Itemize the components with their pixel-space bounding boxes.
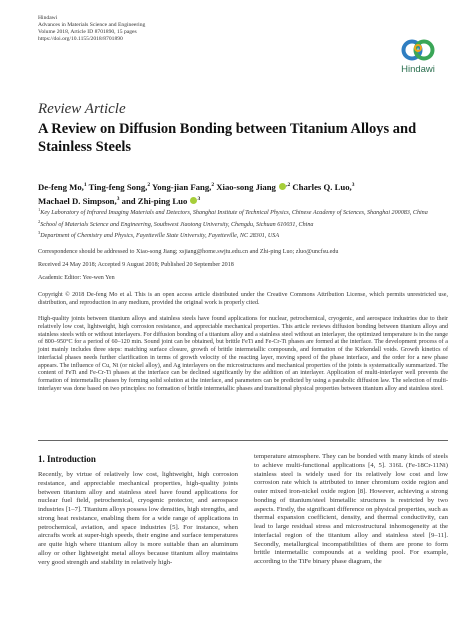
article-title: A Review on Diffusion Bonding between Titanium Alloys and Stainless Steels bbox=[38, 121, 417, 155]
affiliation: $^3$Department of Chemistry and Physics, Fayetteville State University, Fayetteville, NC 28301, USA bbox=[38, 230, 280, 240]
author[interactable]: Yong-jian Fang,$^2$ bbox=[151, 181, 215, 192]
logo-text: Hindawi bbox=[401, 64, 435, 75]
hindawi-logo bbox=[394, 37, 442, 75]
author[interactable]: Ting-feng Song,$^2$ bbox=[88, 181, 151, 192]
hindawi-rings-icon bbox=[401, 37, 435, 63]
abstract: High-quality joints between titanium alloys and stainless steels have found applications for nuclear, petrochemical, cryogenic, and aerospace industries due to their relatively low cost, lightweight, high corrosion resistance, and appreciable mechanical properties. This article reviews diffusion bonding between titanium alloys and stainless steels with or without interlayers. For diffusion bonding of a titanium alloy and a stainless steel without an interlayer, the optimized temperature is in the range of 800–950°C for a period of 60–120 min. Sound joint can be obtained, but brittle FeTi and Fe-Cr-Ti phases are formed at the interface. The development process of a joint mainly includes three steps: matching surface closure, growth of brittle intermetallic compounds, and formation of the Kirkendall voids. Growth kinetics of interfacial phases needs further clarification in terms of growth velocity of the reacting layer, moving speed of the phase interface, and the order for a new phase appears. The influence of Cu, Ni (or nickel alloy), and Ag interlayers on the microstructures and mechanical properties of the joints is systematically summarized. The content of FeTi and Fe-Cr-Ti phases at the interface can be declined significantly by the addition of an interlayer. Application of multi-interlayer well prevents the formation of intermetallic phases by forming solid solution at the interface, and parameters can be predicted by using a parabolic diffusion law. The selection of multi-interlayer was done based on two principles: no formation of brittle intermetallic phases and transitional physical properties between titanium alloy and stainless steel. bbox=[38, 316, 448, 392]
volume-line: Volume 2018, Article ID 8701890, 15 pages bbox=[38, 29, 137, 35]
academic-editor: Academic Editor: Yee-wen Yen bbox=[38, 275, 115, 281]
publication-dates: Received 24 May 2018; Accepted 9 August 2018; Published 20 September 2018 bbox=[38, 262, 234, 268]
journal-name: Advances in Materials Science and Engineering bbox=[38, 22, 146, 28]
author[interactable]: Xiao-song Jiang $^{,2}$ bbox=[216, 181, 291, 192]
affiliations bbox=[38, 206, 438, 241]
author-list bbox=[38, 179, 458, 207]
author[interactable]: and Zhi-ping Luo $^3$ bbox=[121, 195, 201, 206]
body-column-right: temperature atmosphere. They can be bonded with many kinds of steels to achieve multi-functional applications [4, 5]. 316L (Fe-18Cr-11Ni) stainless steel is widely used for its relatively low cost and low corrosion rate which is attributed to inner chromium oxide region and outer mixed iron-nickel oxide region [8]. However, achieving a strong bonding of titanium/steel bimetallic structures is restricted by two aspects. Firstly, the significant difference on physical properties, such as thermal expansion coefficient, density, and thermal conductivity, can lead to large residual stress and microstructural inhomogeneity at the interfacial region of the titanium alloy and stainless steel [9–11]. Secondly, metallurgical incompatibilities of them are prone to form brittle intermetallic compounds at a welding pool. For example, according to the TiFe binary phase diagram, the bbox=[254, 453, 448, 565]
body-column-left: Recently, by virtue of relatively low cost, lightweight, high corrosion resistance, and appreciable mechanical properties, high-quality joints between titanium alloy and stainless steel have found applications for nuclear fuel field, petrochemical, cryogenic protector, and aerospace industries [1–7]. Titanium alloys possess low densities, high strengths, and strong heat resistance, enabling them for a wide range of applications in petrochemical, aviation, and space industries [5]. For instance, when aircrafts work at super-high speeds, their engine and surface temperatures are quite high where titanium alloy is more suitable than an aluminum alloy or other lightweight metal alloys because titanium alloy maintains very good strength and stability in relatively high- bbox=[38, 471, 238, 566]
article-type: Review Article bbox=[38, 101, 126, 117]
copyright-notice: Copyright © 2018 De-feng Mo et al. This is an open access article distributed under the Creative Commons Attribution License, which permits unrestricted use, distribution, and reproduction in any medium, provided the original work is properly cited. bbox=[38, 292, 448, 306]
divider bbox=[38, 440, 448, 441]
section-heading: 1. Introduction bbox=[38, 454, 96, 464]
doi-link[interactable]: https://doi.org/10.1155/2018/8701890 bbox=[38, 36, 123, 42]
author[interactable]: Machael D. Simpson,$^3$ bbox=[38, 195, 120, 206]
author[interactable]: Charles Q. Luo,$^3$ bbox=[292, 181, 355, 192]
affiliation: $^1$Key Laboratory of Infrared Imaging Materials and Detectors, Shanghai Institute of Technical Physics, Chinese Academy of Sciences, Shanghai 200083, China bbox=[38, 207, 428, 217]
orcid-icon[interactable] bbox=[279, 183, 286, 190]
correspondence: Correspondence should be addressed to Xiao-song Jiang; xsjiang@home.swjtu.edu.cn and Zhi-ping Luo; zluo@uncfsu.edu bbox=[38, 249, 339, 255]
author[interactable]: De-feng Mo,$^1$ bbox=[38, 181, 87, 192]
affiliation: $^2$School of Materials Science and Engineering, Southwest Jiaotong University, Chengdu, Sichuan 610031, China bbox=[38, 218, 314, 228]
journal-info bbox=[38, 15, 145, 43]
publisher-name: Hindawi bbox=[38, 15, 58, 21]
